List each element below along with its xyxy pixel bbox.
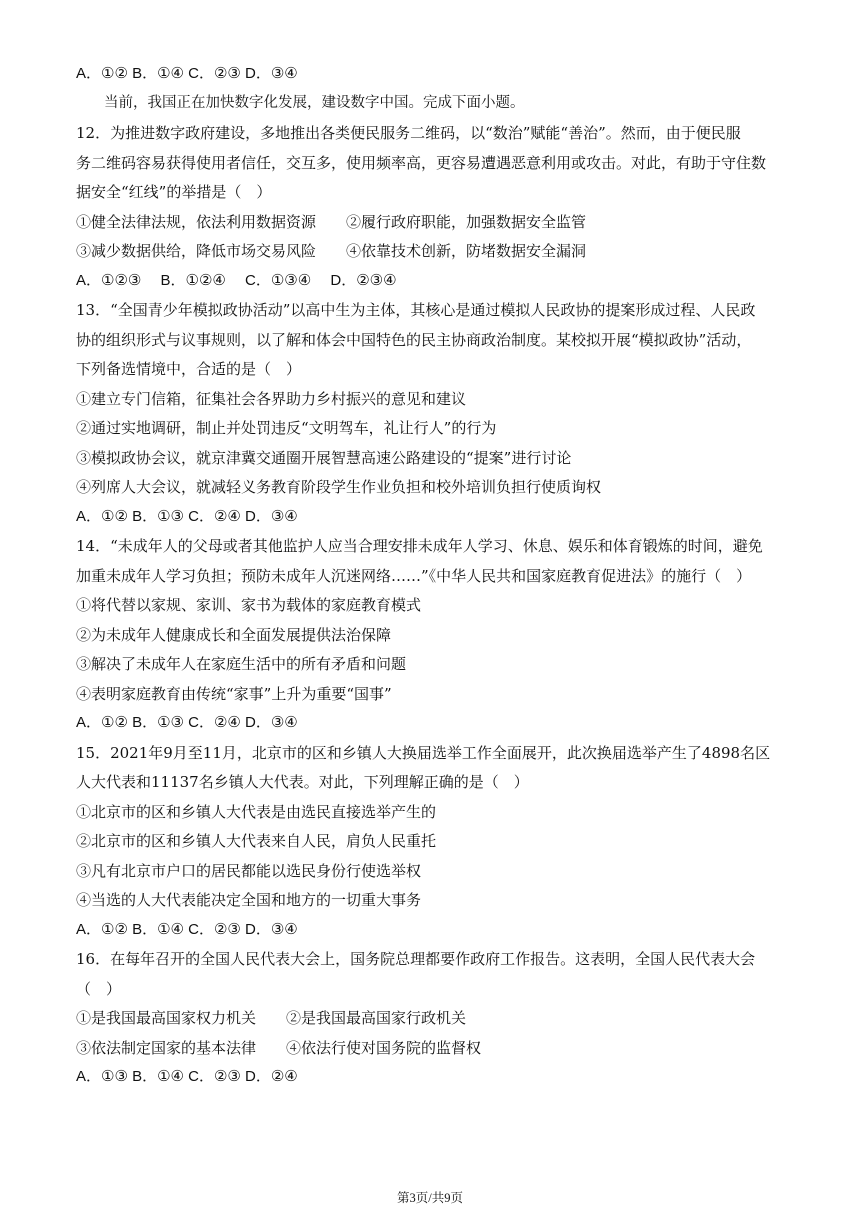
question-12-line-3: 据安全“红线”的举措是（ ） [76, 183, 272, 201]
question-15-line-2: 人大代表和11137名乡镇人大代表。对此，下列理解正确的是（ ） [76, 773, 529, 791]
question-12-choice-row-1: ①健全法律法规，依法利用数据资源 ②履行政府职能，加强数据安全监管 [76, 213, 587, 231]
question-14-choice-1: ①将代替以家规、家训、家书为载体的家庭教育模式 [76, 596, 422, 614]
question-13-choice-1: ①建立专门信箱，征集社会各界助力乡村振兴的意见和建议 [76, 390, 467, 408]
answer-options-16: A．①③ B．①④ C．②③ D．②④ [76, 1068, 298, 1085]
question-13-line-2: 协的组织形式与议事规则，以了解和体会中国特色的民主协商政治制度。某校拟开展“模拟政协”活动， [76, 331, 752, 349]
answer-options-15: A．①② B．①④ C．②③ D．③④ [76, 921, 298, 938]
section-intro: 当前，我国正在加快数字化发展，建设数字中国。完成下面小题。 [104, 95, 525, 111]
question-14-line-1: 14．“未成年人的父母或者其他监护人应当合理安排未成年人学习、休息、娱乐和体育锻炼的时间，避免 [76, 537, 763, 555]
answer-options-11: A．①② B．①④ C．②③ D．③④ [76, 65, 298, 82]
question-13-line-1: 13．“全国青少年模拟政协活动”以高中生为主体，其核心是通过模拟人民政协的提案形成过程、人民政 [76, 301, 756, 319]
question-15-line-1: 15．2021年9月至11月，北京市的区和乡镇人大换届选举工作全面展开，此次换届选举产生了4898名区 [76, 744, 771, 762]
question-13-choice-2: ②通过实地调研，制止并处罚违反“文明驾车，礼让行人”的行为 [76, 419, 497, 437]
question-13-choice-3: ③模拟政协会议，就京津冀交通圈开展智慧高速公路建设的“提案”进行讨论 [76, 449, 572, 467]
question-16-choice-row-1: ①是我国最高国家权力机关 ②是我国最高国家行政机关 [76, 1009, 467, 1027]
question-15-choice-1: ①北京市的区和乡镇人大代表是由选民直接选举产生的 [76, 803, 437, 821]
answer-options-12: A．①②③ B．①②④ C．①③④ D．②③④ [76, 272, 397, 289]
answer-options-13: A．①② B．①③ C．②④ D．③④ [76, 508, 298, 525]
question-15-choice-2: ②北京市的区和乡镇人大代表来自人民，肩负人民重托 [76, 832, 437, 850]
question-12-line-1: 12．为推进数字政府建设，多地推出各类便民服务二维码，以“数治”赋能“善治”。然而，由于便民服 [76, 124, 741, 142]
question-14-choice-4: ④表明家庭教育由传统“家事”上升为重要“国事” [76, 685, 392, 703]
question-15-choice-4: ④当选的人大代表能决定全国和地方的一切重大事务 [76, 891, 422, 909]
question-15-choice-3: ③凡有北京市户口的居民都能以选民身份行使选举权 [76, 862, 422, 880]
question-16-line-2: （ ） [76, 980, 122, 998]
question-12-line-2: 务二维码容易获得使用者信任，交互多，使用频率高，更容易遭遇恶意利用或攻击。对此，有助于守住数 [76, 154, 767, 172]
answer-options-14: A．①② B．①③ C．②④ D．③④ [76, 714, 298, 731]
question-14-choice-3: ③解决了未成年人在家庭生活中的所有矛盾和问题 [76, 655, 407, 673]
question-12-choice-row-2: ③减少数据供给，降低市场交易风险 ④依靠技术创新，防堵数据安全漏洞 [76, 242, 587, 260]
question-13-choice-4: ④列席人大会议，就减轻义务教育阶段学生作业负担和校外培训负担行使质询权 [76, 478, 602, 496]
question-13-line-3: 下列备选情境中，合适的是（ ） [76, 360, 302, 378]
question-14-choice-2: ②为未成年人健康成长和全面发展提供法治保障 [76, 626, 392, 644]
question-16-line-1: 16．在每年召开的全国人民代表大会上，国务院总理都要作政府工作报告。这表明，全国人民代表大会 [76, 950, 756, 968]
question-14-line-2: 加重未成年人学习负担；预防未成年人沉迷网络……”《中华人民共和国家庭教育促进法》的施行（ ） [76, 567, 752, 585]
page-number-footer: 第3页/共9页 [397, 1191, 463, 1205]
question-16-choice-row-2: ③依法制定国家的基本法律 ④依法行使对国务院的监督权 [76, 1039, 482, 1057]
